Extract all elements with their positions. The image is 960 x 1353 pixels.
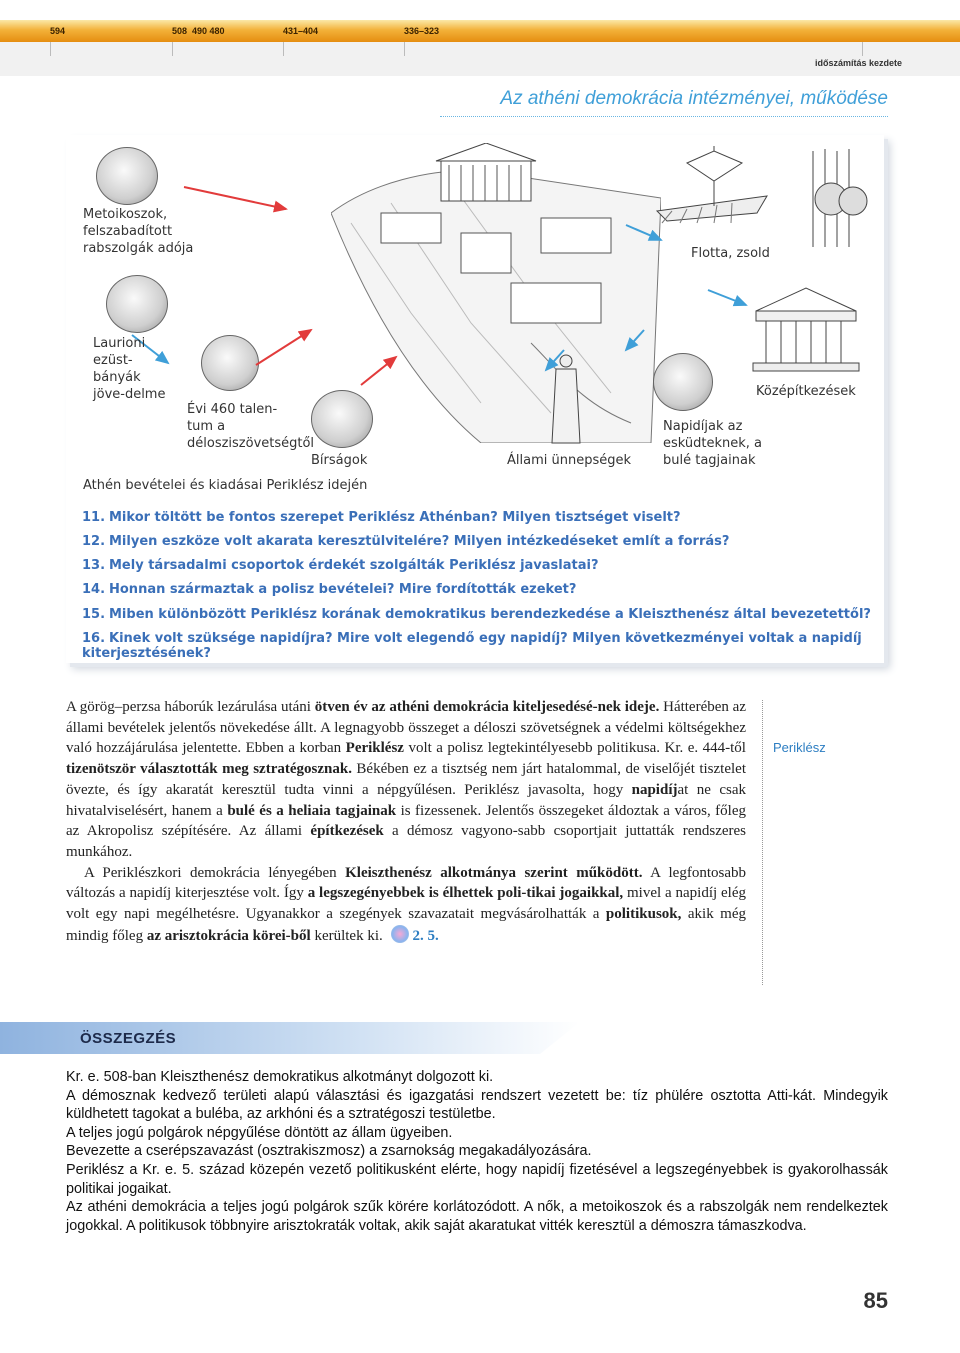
text-run: volt a polisz legtekintélyesebb politikusa. Kr. e. 444-től	[403, 740, 746, 757]
text-run: akik még mindig főleg	[66, 906, 746, 944]
bold-phrase: a legszegényebbek is élhettek poli-tikai jogaikkal,	[307, 885, 624, 902]
bold-phrase: tizenötször választották meg sztratégosznak.	[66, 761, 352, 778]
timeline-tick	[283, 42, 284, 56]
timeline-year: 336–323	[404, 26, 440, 36]
summary-line: Bevezette a cserépszavazást (osztrakiszmosz) a zsarnokság megakadályozására.	[66, 1143, 592, 1160]
label-napidijak: Napidíjak az esküdteknek, a bulé tagjainak	[663, 419, 763, 468]
question-item: 12. Milyen eszköze volt akarata keresztülvitelére? Milyen intézkedéseket említ a forrás?	[82, 534, 730, 549]
arrow-unnepsegek	[546, 350, 564, 370]
summary-line: A teljes jogú polgárok népgyűlése döntött az állam ügyeiben.	[66, 1124, 453, 1141]
arrow-evi	[256, 330, 311, 365]
timeline-year: 594	[50, 26, 66, 36]
question-item: 15. Miben különbözött Periklész korának demokratikus berendezkedése a Kleiszthenész által bevezetettől?	[82, 607, 871, 622]
summary-title: ÖSSZEGZÉS	[80, 1030, 177, 1047]
timeline-tick	[862, 42, 863, 56]
timeline-tick	[50, 42, 51, 56]
summary-text	[66, 1068, 888, 1235]
text-run: mivel a napidíj elég volt egy napi megélhetésre. Ugyanakkor a szegények szavazatait megvásárolhatták a	[66, 885, 746, 923]
label-kozepitkezesek: Középítkezések	[756, 384, 856, 399]
bold-phrase: bulé és a heliaia tagjainak	[227, 802, 397, 819]
timeline-origin-label: időszámítás kezdete	[814, 58, 902, 68]
figure-caption: Athén bevételei és kiadásai Periklész idején	[83, 478, 368, 493]
timeline-year: 508	[172, 26, 188, 36]
question-item: 11. Mikor töltött be fontos szerepet Periklész Athénban? Milyen tisztséget viselt?	[82, 510, 681, 525]
arrow-flotta	[626, 225, 661, 240]
text-run: A legfontosabb változás a napidíj kiterjesztése volt. Így	[66, 864, 746, 902]
summary-line: A démosznak kedvező területi alapú választási és igazgatási rendszert vezetett be: tíz phülére osztotta Atti-kát. Mindegyik küldhetett tagokat a buléba, az arkhóni és a sztratégoszi testületbe.	[66, 1087, 888, 1123]
label-flotta: Flotta, zsold	[691, 246, 770, 261]
arrow-napidijak	[626, 330, 644, 350]
timeline-tick	[172, 42, 173, 56]
text-run: kerültek ki.	[310, 927, 383, 944]
text-run: A Periklészkori demokrácia lényegében	[84, 864, 346, 881]
section-title: Az athéni demokrácia intézményei, működése	[440, 88, 888, 117]
timeline-year: 490 480	[192, 26, 225, 36]
timeline-year: 431–404	[283, 26, 319, 36]
question-item: 13. Mely társadalmi csoportok érdekét szolgálták Periklész javaslatai?	[82, 558, 599, 573]
arrow-kozepitkezesek	[708, 290, 746, 305]
bold-phrase: politikusok,	[605, 906, 682, 923]
label-birsagok: Bírságok	[311, 453, 368, 468]
revenue-figure	[66, 135, 884, 663]
bold-phrase: építkezések	[310, 823, 384, 840]
arrow-birsagok	[361, 357, 396, 385]
text-run: is fizessenek. Jelentős összegeket áldoztak a város, főleg az Akropolisz szépítésére. Az állami	[66, 802, 746, 840]
question-item: 14. Honnan származtak a polisz bevételei? Mire fordították ezeket?	[82, 582, 577, 597]
bold-phrase: Kleiszthenész alkotmánya szerint működött.	[345, 864, 643, 881]
bold-phrase: Periklész	[345, 740, 404, 757]
label-unnepsegek: Állami ünnepségek	[507, 453, 632, 468]
body-paragraph	[66, 863, 746, 947]
page-number: 85	[863, 1288, 888, 1313]
body-paragraph	[66, 697, 746, 863]
margin-note: Periklész	[773, 740, 826, 755]
timeline-tick	[404, 42, 405, 56]
summary-line: Periklész a Kr. e. 5. század közepén vezető politikusként elérte, hogy napidíj fizetésével a legszegényebbek is gyakorolhassák politikai jogaikat.	[66, 1161, 888, 1197]
text-run: Hátterében az állami bevételek jelentős növekedése állt. A legnagyobb összeget a déloszi szövetségnek a védelmi költségekhez való hozzájárulása jelentette. Ebben a korban	[66, 699, 746, 757]
timeline	[0, 0, 960, 80]
text-run: a démosz vagyono-sabb csoportjait juttatták rendszeres munkához.	[66, 823, 746, 860]
label-metoikoszok: Metoikoszok, felszabadított rabszolgák adója	[83, 207, 194, 256]
label-laurioni: Laurioni ezüst-bányák jöve-delme	[93, 336, 166, 402]
question-item: 16. Kinek volt szüksége napidíjra? Mire volt elegendő egy napidíj? Milyen következményei voltak a napidíj kiterjesztésének?	[82, 631, 862, 661]
margin-divider	[762, 700, 763, 985]
source-reference-icon[interactable]	[391, 925, 409, 943]
timeline-band	[0, 20, 960, 42]
label-evi: Évi 460 talen-tum a délosziszövetségtől	[187, 402, 315, 451]
source-reference[interactable]: 2. 5.	[412, 927, 439, 944]
text-run: at ne csak hivatalviselésért, hanem a	[66, 781, 746, 819]
bold-phrase: ötven év az athéni demokrácia kiteljesedésé-nek ideje.	[314, 699, 660, 715]
bold-phrase: az arisztokrácia körei-ből	[146, 927, 311, 944]
text-run: Békében ez a tisztség nem járt hatalommal, de viselőjét tisztelet övezte, és így akaratát keresztül tudta vinni a népgyűlésen. Periklész javasolta, hogy	[66, 761, 746, 798]
summary-line: Kr. e. 508-ban Kleiszthenész demokratikus alkotmányt dolgozott ki.	[66, 1069, 494, 1085]
bold-phrase: napidíj	[631, 781, 678, 798]
body-text	[66, 697, 746, 946]
summary-line: Az athéni demokrácia a teljes jogú polgárok szűk körére korlátozódott. A nők, a metoikoszok és a rabszolgák nem rendelkeztek jogokkal. A politikusok többnyire arisztokraták voltak, akik saját akaratukat vitték keresztül a démoszra támaszkodva.	[66, 1199, 888, 1234]
text-run: A görög–perzsa háborúk lezárulása utáni	[66, 699, 315, 715]
